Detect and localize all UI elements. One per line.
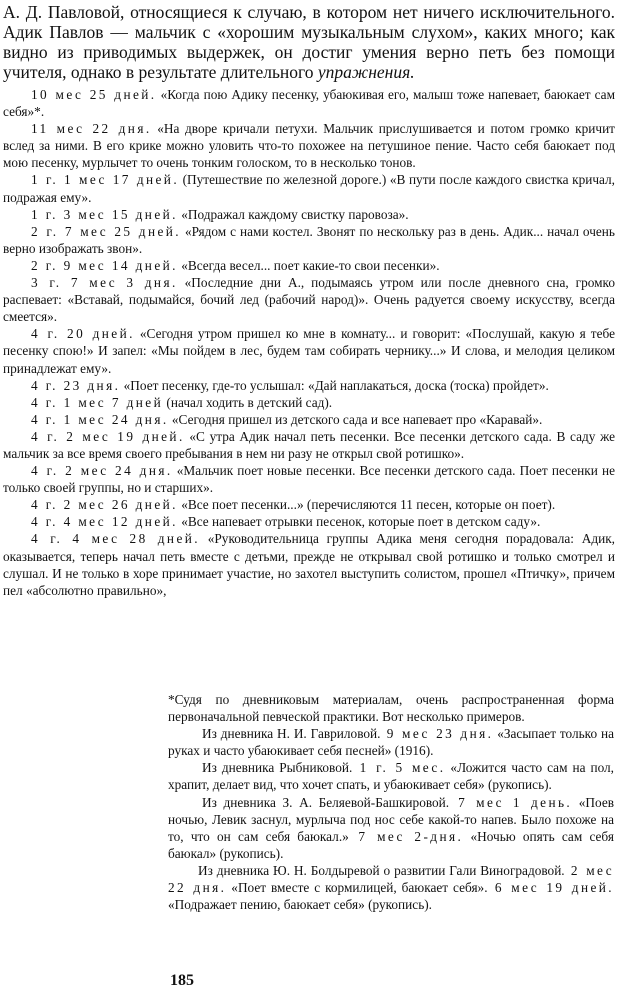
entry-age: 11 мес 22 дня.: [31, 121, 152, 137]
diary-entry: [3, 120, 615, 171]
entry-text: «На дворе кричали петухи. Мальчик прислушивается и потом громко кричит вслед за ними. В его крике можно уловить что-то похожее на петушиное пение. Часто себя баюкает под мою песенку, мурлычет то очень тонким голоском, то в несколько тонов.: [3, 121, 615, 171]
diary-entry: [3, 223, 615, 257]
entry-age: 4 г. 1 мес 24 дня.: [31, 411, 169, 427]
intro-text: А. Д. Павловой, относящиеся к случаю, в котором нет ничего исключительного. Адик Павлов — мальчик с «хорошим музыкальным слухом», каких много; как видно из приводимых выдержек, он достиг умения верно петь без помощи учителя, однако в результате длительного: [3, 2, 615, 82]
entry-text: «Сегодня пришел из детского сада и все напевает про «Каравай».: [168, 411, 543, 427]
diary-entry: [3, 513, 615, 530]
entry-age: 1 г. 3 мес 15 дней.: [31, 206, 178, 222]
diary-entry: [3, 496, 615, 513]
entry-age: 10 мес 25 дней.: [31, 87, 157, 102]
diary-entry: [3, 206, 615, 223]
entry-age: 4 г. 23 дня.: [31, 377, 121, 393]
footnote-source: Из дневника Н. И. Гавриловой.: [202, 726, 381, 742]
diary-entry: [3, 171, 615, 205]
diary-entry: [3, 325, 615, 376]
footnote-age: 1 г. 5 мес.: [352, 760, 446, 776]
footnote-intro: *Судя по дневниковым материалам, очень распространенная форма первоначальной певческой практики. Вот несколько примеров.: [168, 692, 614, 725]
footnote-age: 7 мес 1 день.: [449, 794, 573, 810]
entry-age: 2 г. 7 мес 25 дней.: [31, 223, 182, 239]
footnote-item: [168, 862, 614, 913]
diary-entry: [3, 257, 615, 274]
entry-text: «Все напевает отрывки песенок, которые поет в детском саду».: [177, 514, 541, 530]
diary-entry: [3, 377, 615, 394]
footnote-age: 2 мес 22 дня.: [168, 862, 614, 896]
entry-text: «Всегда весел... поет какие-то свои песенки».: [177, 257, 440, 273]
diary-entry: [3, 462, 615, 496]
entry-age: 4 г. 2 мес 26 дней.: [31, 497, 178, 513]
entry-text: (Путешествие по железной дороге.) «В пути после каждого свистка кричал, подражая ему».: [3, 172, 615, 205]
diary-entries: [3, 86, 615, 599]
diary-entry: [3, 274, 615, 325]
footnote-text: «Ложится часто сам на пол, храпит, делает вид, что хочет спать, и убаюкивает себя» (рукопись).: [168, 760, 614, 793]
footnote-text: «Засыпает только на руках и часто убаюкивает себя песней» (1916).: [168, 726, 614, 759]
entry-age: 4 г. 1 мес 7 дней: [31, 394, 164, 410]
entry-age: 4 г. 4 мес 12 дней.: [31, 514, 178, 530]
footnote-source: Из дневника Рыбниковой.: [202, 760, 353, 776]
entry-text: «Поет песенку, где-то услышал: «Дай наплакаться, доска (тоска) пройдет».: [120, 377, 549, 393]
entry-age: 2 г. 9 мес 14 дней.: [31, 257, 178, 273]
page-body: [3, 2, 615, 599]
footnote-source: Из дневника З. А. Беляевой-Башкировой.: [202, 794, 450, 810]
footnote-source: Из дневника Ю. Н. Болдыревой о развитии Гали Виноградовой.: [198, 862, 565, 878]
diary-entry: [3, 530, 615, 598]
entry-text: «Все поет песенки...» (перечисляются 11 песен, которые он поет).: [177, 497, 556, 513]
footnote-item: [168, 759, 614, 793]
footnote-text: «Ночью опять сам себя баюкал» (рукопись).: [168, 828, 614, 861]
entry-age: 3 г. 7 мес 3 дня.: [31, 275, 178, 291]
footnote: [168, 691, 614, 913]
entry-text: «Когда пою Адику песенку, убаюкивая его, малыш тоже напевает, баюкает сам себя»*.: [3, 87, 615, 120]
diary-entry: [3, 86, 615, 120]
footnote-age: 6 мес 19 дней.: [487, 880, 614, 896]
footnote-age: 9 мес 23 дня.: [380, 726, 494, 742]
footnote-age: 7 мес 2-дня.: [348, 828, 464, 844]
entry-text: «Мальчик поет новые песенки. Все песенки детского сада. Поет песенки не только своей группы, но и старших».: [3, 463, 615, 496]
diary-entry: [3, 394, 615, 411]
entry-text: «Подражал каждому свистку паровоза».: [177, 206, 409, 222]
entry-text: «Руководительница группы Адика меня сегодня порадовала: Адик, оказывается, теперь начал петь вместе с детьми, прежде не открывал свой ротишко и только смотрел и слушал. И не только в хоре принимает участие, но захотел выступить солистом, прошел «Птичку», причем пел «абсолютно правильно»,: [3, 531, 615, 598]
entry-text: (начал ходить в детский сад).: [163, 394, 333, 410]
entry-age: 4 г. 4 мес 28 дней.: [31, 531, 200, 547]
footnote-item: [168, 794, 614, 862]
entry-text: «Рядом с нами костел. Звонят по нескольку раз в день. Адик... начал очень верно изображать звон».: [3, 223, 615, 256]
intro-emphasis: упражнения.: [317, 62, 415, 82]
intro-paragraph: [3, 2, 615, 82]
entry-age: 4 г. 2 мес 24 дня.: [31, 463, 173, 479]
footnote-text: «Подражает пению, баюкает себя» (рукопись).: [168, 897, 433, 913]
footnote-text: «Поев ночью, Левик заснул, мурлыча под нос себе какой-то напев. Было похоже на то, что он сам себя баюкал.»: [168, 794, 614, 844]
diary-entry: [3, 428, 615, 462]
entry-text: «С утра Адик начал петь песенки. Все песенки детского сада. В саду же мальчик за все время своего пребывания в нем ни разу не открыл свой ротишко».: [3, 428, 615, 461]
entry-age: 1 г. 1 мес 17 дней.: [31, 172, 180, 188]
footnote-text: «Поет вместе с кормилицей, баюкает себя».: [226, 880, 488, 896]
entry-age: 4 г. 2 мес 19 дней.: [31, 428, 185, 444]
page-number: 185: [170, 972, 194, 989]
entry-text: «Сегодня утром пришел ко мне в комнату... и говорит: «Послушай, какую я тебе песенку спою!» И запел: «Мы пойдем в лес, будем там собирать чернику...» И слова, и мелодия целиком принадлежат ему».: [3, 326, 615, 376]
entry-text: «Последние дни А., подымаясь утром или после дневного сна, громко распевает: «Вставай, подымайся, бочий лед (рабочий народ)». Очень радуется своему искусству, всегда смеется».: [3, 275, 615, 325]
footnote-item: [168, 725, 614, 759]
diary-entry: [3, 411, 615, 428]
entry-age: 4 г. 20 дней.: [31, 326, 135, 342]
